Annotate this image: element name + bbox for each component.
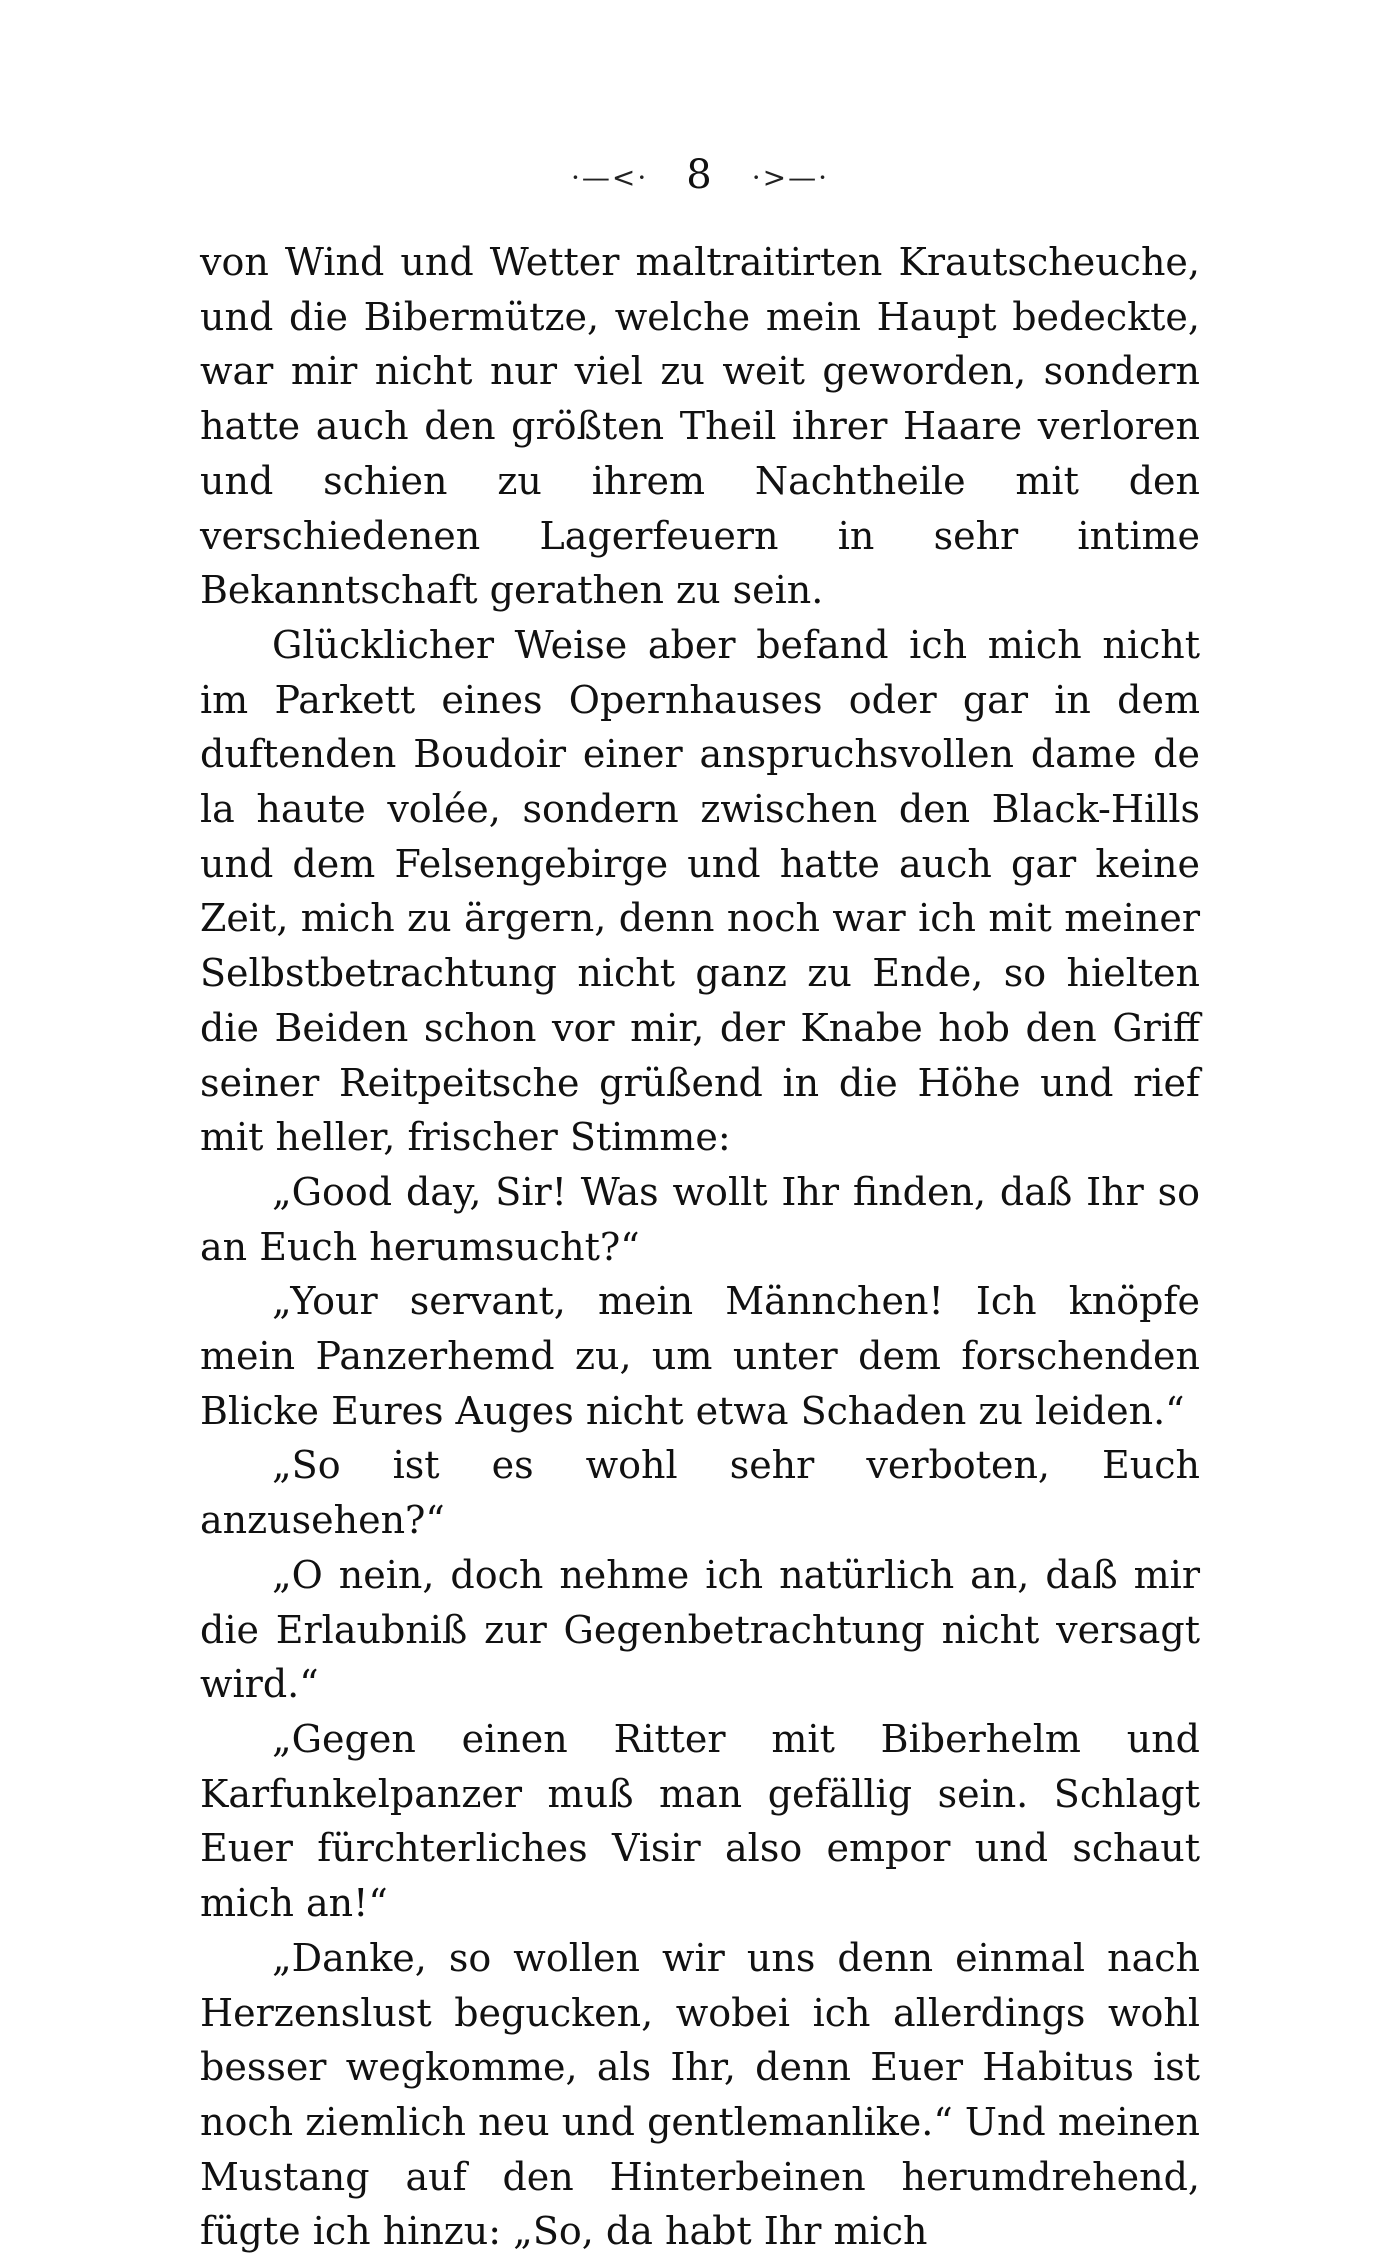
page-header [0, 150, 1400, 203]
page-body [200, 235, 1200, 2259]
dialogue-paragraph: „Good day, Sir! Was wollt Ihr finden, daß Ihr so an Euch herumsucht?“ [200, 1169, 1200, 1269]
page-number: 8 [686, 152, 714, 198]
header-ornament-right: ·>—· [751, 161, 829, 194]
dialogue-paragraph: „Your servant, mein Männchen! Ich knöpfe mein Panzerhemd zu, um unter dem forschenden Blicke Eures Auges nicht etwa Schaden zu leiden.“ [200, 1279, 1200, 1433]
paragraph-continuation: von Wind und Wetter maltraitirten Krautscheuche, und die Bibermütze, welche mein Haupt bedeckte, war mir nicht nur viel zu weit geworden, sondern hatte auch den größten Theil ihrer Haare verloren und schien zu ihrem Nachtheile mit den verschiedenen Lagerfeuern in sehr intime Bekanntschaft gerathen zu sein. [200, 240, 1200, 613]
header-ornament-left: ·—<· [571, 161, 649, 194]
dialogue-paragraph: „Gegen einen Ritter mit Biberhelm und Karfunkelpanzer muß man gefällig sein. Schlagt Euer fürchterliches Visir also empor und schaut mich an!“ [200, 1716, 1200, 1926]
dialogue-paragraph: „So ist es wohl sehr verboten, Euch anzusehen?“ [200, 1443, 1200, 1543]
dialogue-paragraph: „O nein, doch nehme ich natürlich an, daß mir die Erlaubniß zur Gegenbetrachtung nicht versagt wird.“ [200, 1552, 1200, 1707]
dialogue-paragraph: „Danke, so wollen wir uns denn einmal nach Herzenslust begucken, wobei ich allerdings wohl besser wegkomme, als Ihr, denn Euer Habitus ist noch ziemlich neu und gentlemanlike.“ Und meinen Mustang auf den Hinterbeinen herumdrehend, fügte ich hinzu: „So, da habt Ihr mich [200, 1935, 1200, 2254]
paragraph: Glücklicher Weise aber befand ich mich nicht im Parkett eines Opernhauses oder gar in dem duftenden Boudoir einer anspruchsvollen dame de la haute volée, sondern zwischen den Black-Hills und dem Felsengebirge und hatte auch gar keine Zeit, mich zu ärgern, denn noch war ich mit meiner Selbstbetrachtung nicht ganz zu Ende, so hielten die Beiden schon vor mir, der Knabe hob den Griff seiner Reitpeitsche grüßend in die Höhe und rief mit heller, frischer Stimme: [200, 622, 1200, 1160]
